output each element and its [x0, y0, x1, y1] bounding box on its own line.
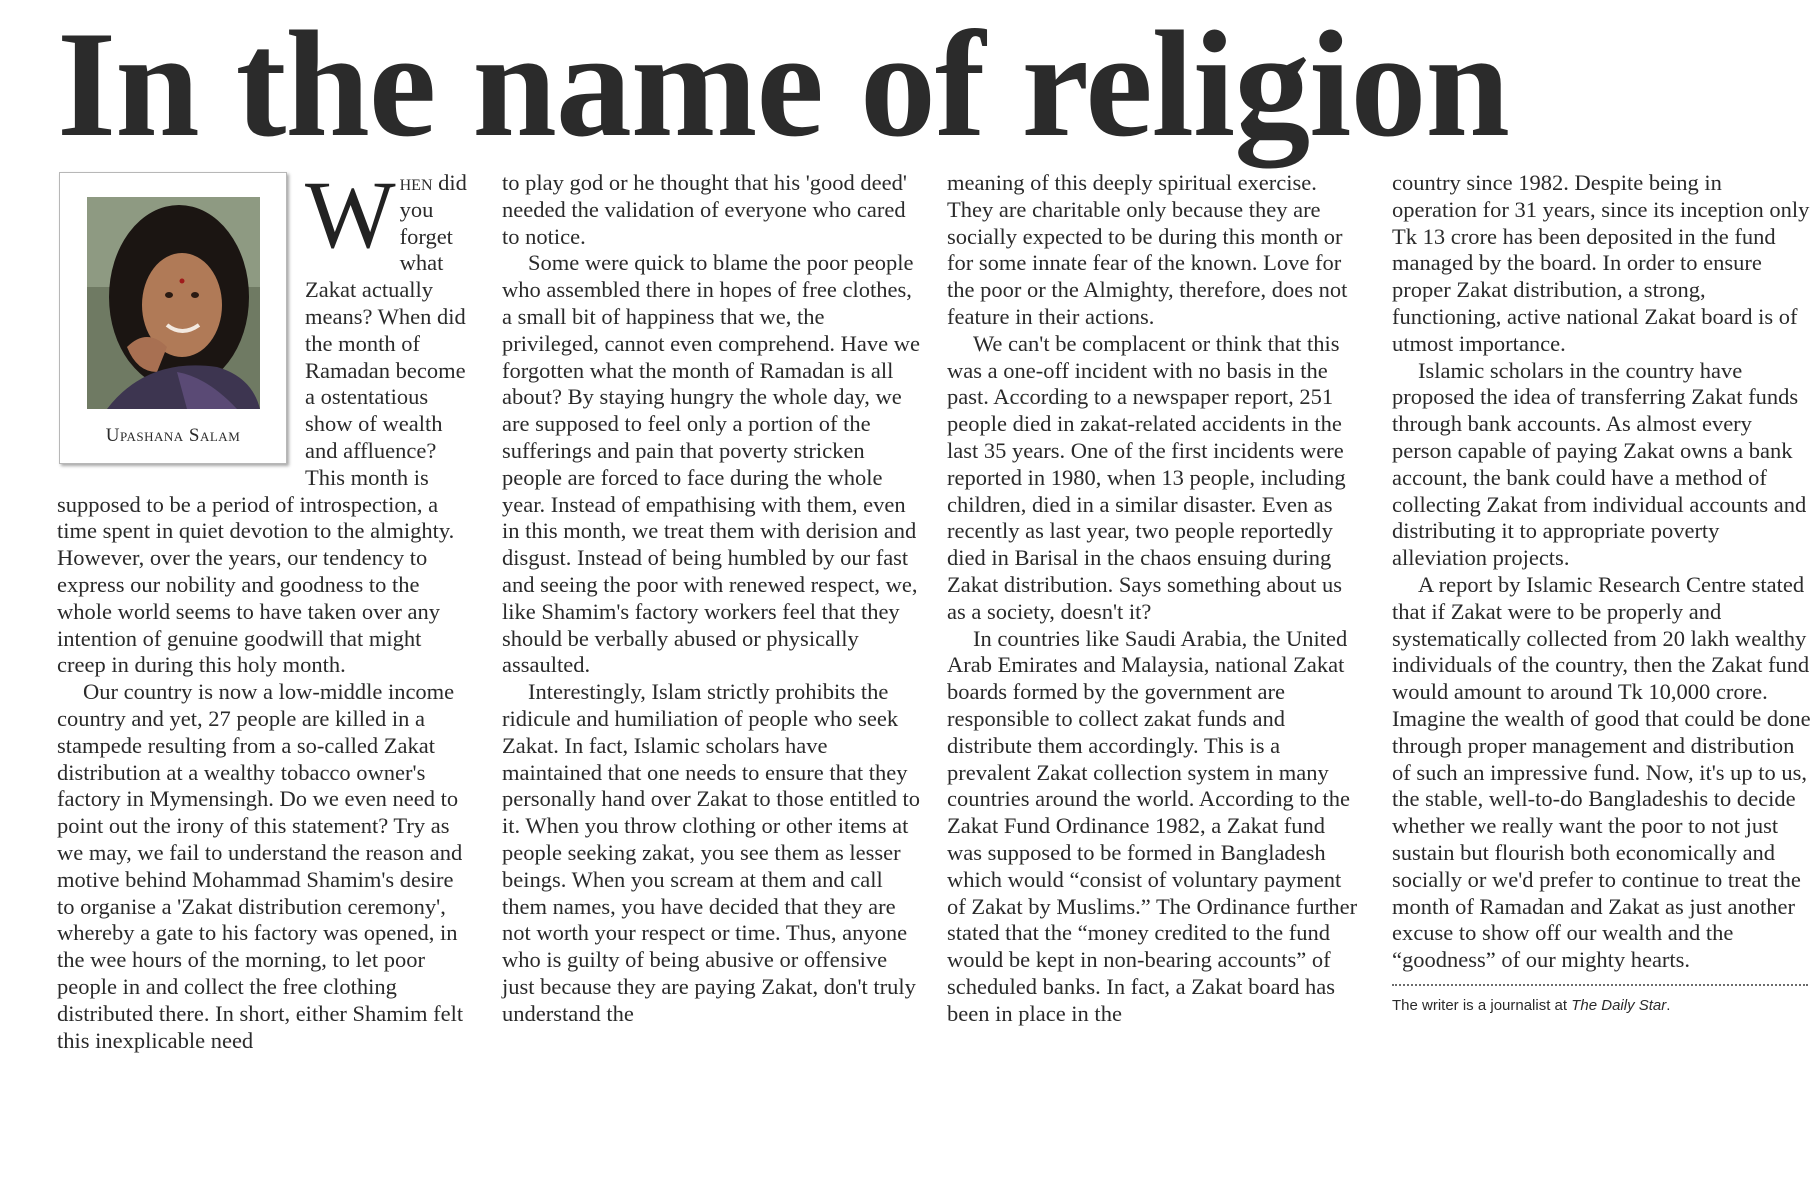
article-column-3 — [947, 170, 1365, 1130]
publication-name: The Daily Star — [1571, 996, 1667, 1014]
author-box — [59, 172, 287, 464]
drop-cap-rest: hen — [399, 170, 433, 195]
body-paragraph: to play god or he thought that his 'good deed' needed the validation of everyone who cared to notice. — [502, 170, 907, 249]
body-paragraph: Islamic scholars in the country have proposed the idea of transferring Zakat funds through bank accounts. As almost every person capable of paying Zakat owns a bank account, the bank could have a method of collecting Zakat from individual accounts and distributing it to appropriate poverty alleviation projects. — [1392, 357, 1807, 571]
author-name: Upashana Salam — [105, 425, 241, 446]
body-paragraph: A report by Islamic Research Centre stated that if Zakat were to be properly and systematically collected from 20 lakh wealthy individuals of the country, then the Zakat fund would amount to around Tk 10,000 crore. Imagine the wealth of good that could be done through proper management and distribution of such an impressive fund. Now, it's up to us, the stable, well-to-do Bangladeshis to decide whether we really want the poor to not just sustain but flourish both economically and socially or we'd prefer to continue to treat the month of Ramadan and Zakat as just another excuse to show off our wealth and the “goodness” of our mighty hearts. — [1392, 571, 1811, 973]
body-paragraph: meaning of this deeply spiritual exercise. They are charitable only because they are socially expected to be during this month or for some innate fear of the known. Love for the poor or the Almighty, therefore, does not feature in their actions. — [947, 170, 1348, 329]
author-footnote — [1392, 996, 1812, 1016]
article-headline: In the name of religion — [57, 0, 1509, 168]
body-paragraph: Interestingly, Islam strictly prohibits the ridicule and humiliation of people who seek Zakat. In fact, Islamic scholars have maintained that one needs to ensure that they personally hand over Zakat to those entitled to it. When you throw clothing or other items at people seeking zakat, you see them as lesser beings. When you scream at them and call them names, you have decided that they are not worth your respect or time. Thus, anyone who is guilty of being abusive or offensive just because they are paying Zakat, don't truly understand the — [502, 679, 921, 1026]
article-column-1 — [57, 161, 475, 1130]
author-portrait-icon — [87, 197, 260, 409]
article-column-2 — [502, 170, 920, 1130]
body-paragraph: In countries like Saudi Arabia, the United Arab Emirates and Malaysia, national Zakat boards formed by the government are responsible to collect zakat funds and distribute them accordingly. This is a prevalent Zakat collection system in many countries around the world. According to the Zakat Fund Ordinance 1982, a Zakat fund was supposed to be formed in Bangladesh which would “consist of voluntary payment of Zakat by Muslims.” The Ordinance further stated that the “money credited to the fund would be kept in non-bearing accounts” of scheduled banks. In fact, a Zakat board has been in place in the — [947, 625, 1358, 1026]
footnote-prefix: The writer is a journalist at — [1392, 996, 1572, 1014]
body-paragraph: Our country is now a low-middle income country and yet, 27 people are killed in a stampede resulting from a so-called Zakat distribution at a wealthy tobacco owner's factory in Mymensingh. Do we even need to point out the irony of this statement? Try as we may, we fail to understand the reason and motive behind Mohammad Shamim's desire to organise a 'Zakat distribution ceremony', whereby a gate to his factory was opened, in the wee hours of the morning, to let poor people in and collect the free clothing distributed there. In short, either Shamim felt this inexplicable need — [57, 679, 464, 1053]
drop-cap: W — [305, 161, 396, 268]
body-paragraph: country since 1982. Despite being in operation for 31 years, since its inception only Tk 13 crore has been deposited in the fund managed by the board. In order to ensure proper Zakat distribution, a strong, functioning, active national Zakat board is of utmost importance. — [1392, 170, 1810, 356]
footnote-suffix: . — [1666, 996, 1671, 1014]
article-column-4 — [1392, 170, 1812, 1130]
body-paragraph: We can't be complacent or think that this was a one-off incident with no basis in the past. According to a newspaper report, 251 people died in zakat-related accidents in the last 35 years. One of the first incidents were reported in 1980, when 13 people, including children, died in a similar disaster. Even as recently as last year, two people reportedly died in Barisal in the chaos ensuing during Zakat distribution. Says something about us as a society, doesn't it? — [947, 330, 1346, 624]
body-paragraph: Some were quick to blame the poor people who assembled there in hopes of free clothes, a small bit of happiness that we, the privileged, cannot even comprehend. Have we forgotten what the month of Ramadan is all about? By staying hungry the whole day, we are supposed to feel only a portion of the sufferings and pain that poverty stricken people are forced to face during the whole year. Instead of empathising with them, even in this month, we treat them with derision and disgust. Instead of being humbled by our fast and seeing the poor with renewed respect, we, like Shamim's factory workers feel that they should be verbally abused or physically assaulted. — [502, 250, 920, 678]
dotted-divider — [1392, 984, 1808, 986]
paragraph-text: did you forget what Zakat actually means? When did the month of Ramadan become a ostentatious show of wealth and affluence? This month is supposed to be a period of introspection, a time spent in quiet devotion to the almighty. However, over the years, our tendency to express our nobility and goodness to the whole world seems to have taken over any intention of genuine goodwill that might creep in during this holy month. — [57, 170, 467, 678]
